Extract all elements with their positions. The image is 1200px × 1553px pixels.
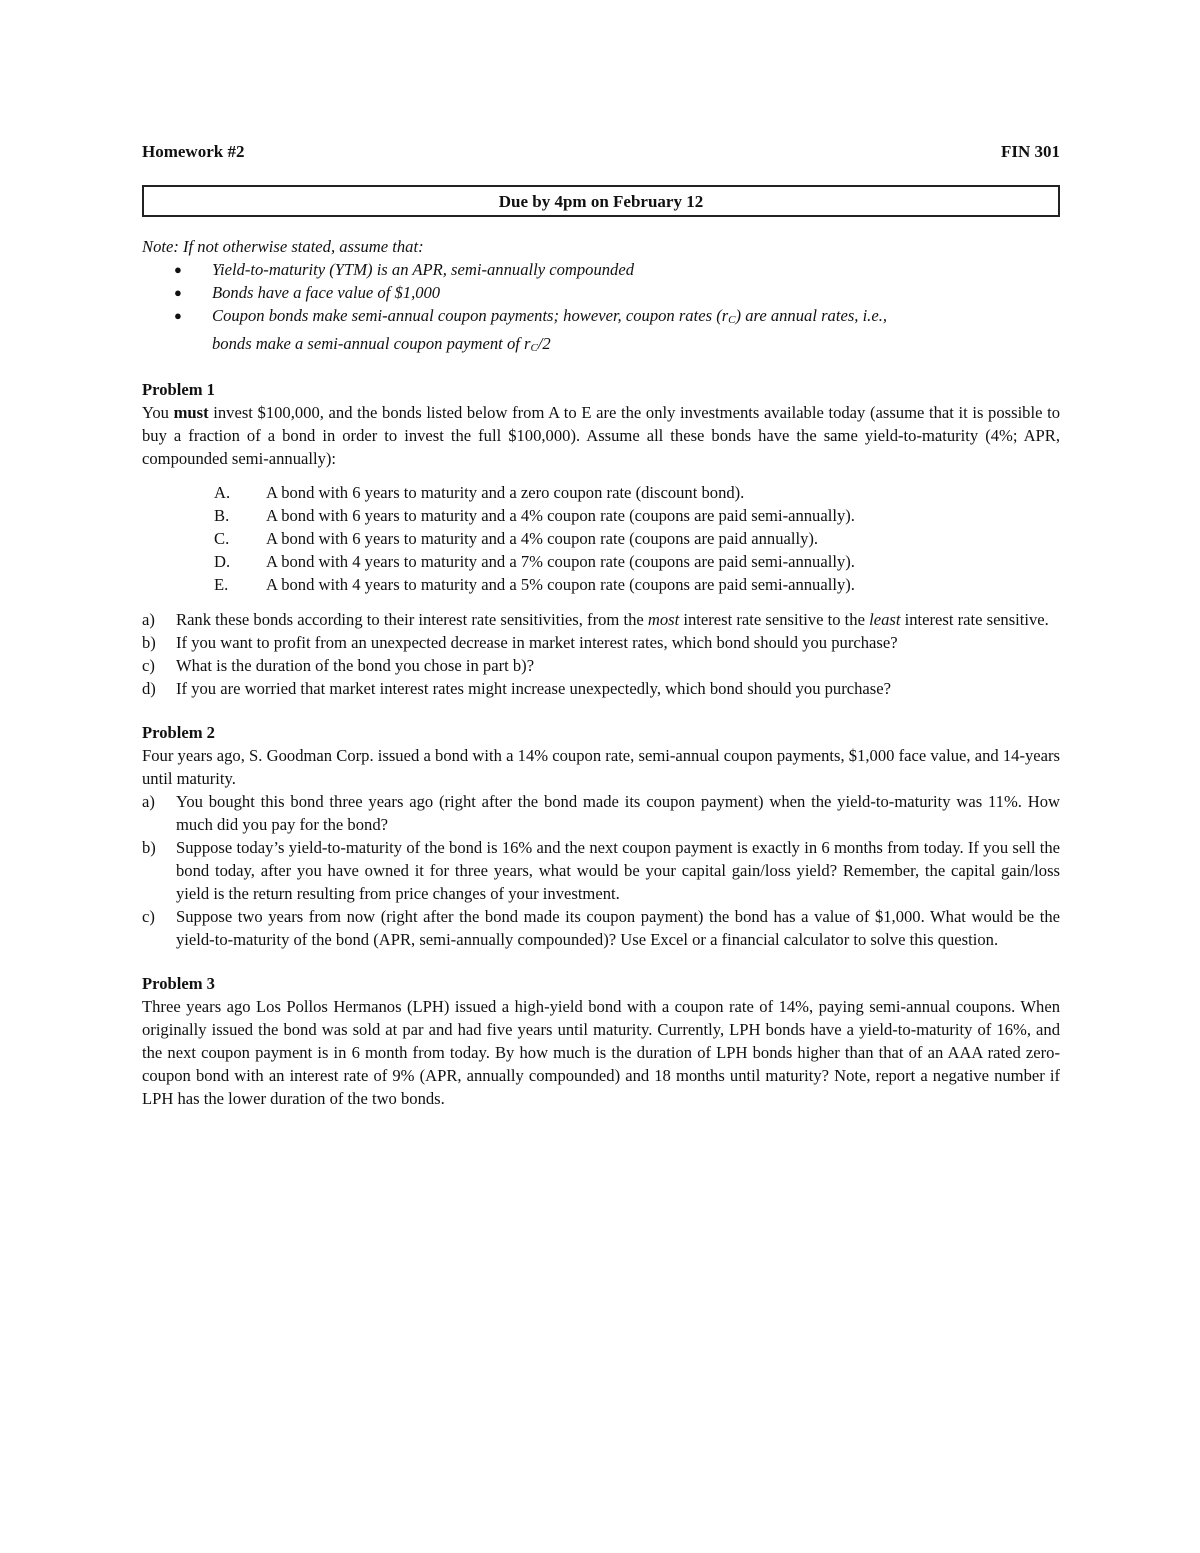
question: c) Suppose two years from now (right after the bond made its coupon payment) the bond has a value of $1,000. What would be the yield-to-maturity of the bond (APR, semi-annually compounded)? Use Excel or a financial calculator to solve this question. <box>142 907 1060 949</box>
bullet-icon: ● <box>174 308 182 323</box>
homework-title: Homework #2 <box>142 142 245 161</box>
list-item: ● Bonds have a face value of $1,000 <box>174 283 441 302</box>
problem-2-intro: Four years ago, S. Goodman Corp. issued a bond with a 14% coupon rate, semi-annual coupon payments, $1,000 face value, and 14-years until maturity. <box>142 746 1060 788</box>
header <box>142 140 1060 163</box>
list-item: C. A bond with 6 years to maturity and a 4% coupon rate (coupons are paid annually). <box>214 529 819 548</box>
bullet-icon: ● <box>174 285 182 300</box>
problem-2-questions <box>142 790 1060 951</box>
list-item: B. A bond with 6 years to maturity and a 4% coupon rate (coupons are paid semi-annually). <box>214 506 855 525</box>
assumptions-list <box>142 258 1060 360</box>
problem-3-text: Three years ago Los Pollos Hermanos (LPH) issued a high-yield bond with a coupon rate of 14%, paying semi-annual coupons. When originally issued the bond was sold at par and had five years until maturity. Currently, LPH bonds have a yield-to-maturity of 16%, and the next coupon payment is in 6 month from today. By how much is the duration of LPH bonds higher than that of an AAA rated zero-coupon bond with an interest rate of 9% (APR, annually compounded) and 18 months until maturity? Note, report a negative number if LPH has the lower duration of the two bonds. <box>142 997 1060 1108</box>
question: d) If you are worried that market interest rates might increase unexpectedly, which bond should you purchase? <box>142 679 891 698</box>
due-date: Due by 4pm on February 12 <box>498 191 704 211</box>
bond-options <box>142 481 1060 596</box>
document-page <box>142 140 1060 1110</box>
course-code: FIN 301 <box>1000 142 1060 161</box>
question: a) You bought this bond three years ago (right after the bond made its coupon payment) when the yield-to-maturity was 11%. How much did you pay for the bond? <box>142 792 1060 834</box>
question: a) Rank these bonds according to their interest rate sensitivities, from the most interest rate sensitive to the least interest rate sensitive. <box>142 610 1049 629</box>
question: c) What is the duration of the bond you chose in part b)? <box>142 656 535 675</box>
question: b) If you want to profit from an unexpected decrease in market interest rates, which bond should you purchase? <box>142 633 898 652</box>
problem-3-title: Problem 3 <box>142 974 215 993</box>
note-intro: Note: If not otherwise stated, assume that: <box>142 237 424 256</box>
list-item: D. A bond with 4 years to maturity and a 7% coupon rate (coupons are paid semi-annually). <box>214 552 855 571</box>
problem-1-intro: You must invest $100,000, and the bonds listed below from A to E are the only investments available today (assume that it is possible to buy a fraction of a bond in order to invest the full $100,000). Assume all these bonds have the same yield-to-maturity (4%; APR, compounded semi-annually): <box>142 403 1060 468</box>
problem-1-title: Problem 1 <box>142 380 215 399</box>
due-date-box <box>142 185 1060 217</box>
list-item: E. A bond with 4 years to maturity and a 5% coupon rate (coupons are paid semi-annually). <box>214 575 855 594</box>
problem-1-questions <box>142 608 1060 700</box>
list-item: ● Coupon bonds make semi-annual coupon payments; however, coupon rates (rC) are annual rates, i.e., bonds make a semi-annual coupon payment of rC/2 <box>174 306 887 354</box>
bullet-icon: ● <box>174 262 182 277</box>
list-item: A. A bond with 6 years to maturity and a zero coupon rate (discount bond). <box>214 483 745 502</box>
list-item: ● Yield-to-maturity (YTM) is an APR, semi-annually compounded <box>174 260 635 279</box>
problem-2-title: Problem 2 <box>142 723 215 742</box>
question: b) Suppose today’s yield-to-maturity of the bond is 16% and the next coupon payment is exactly in 6 months from today. If you sell the bond today, after you have owned it for three years, what would be your capital gain/loss yield? Remember, the capital gain/loss yield is the return resulting from price changes of your investment. <box>142 838 1060 903</box>
